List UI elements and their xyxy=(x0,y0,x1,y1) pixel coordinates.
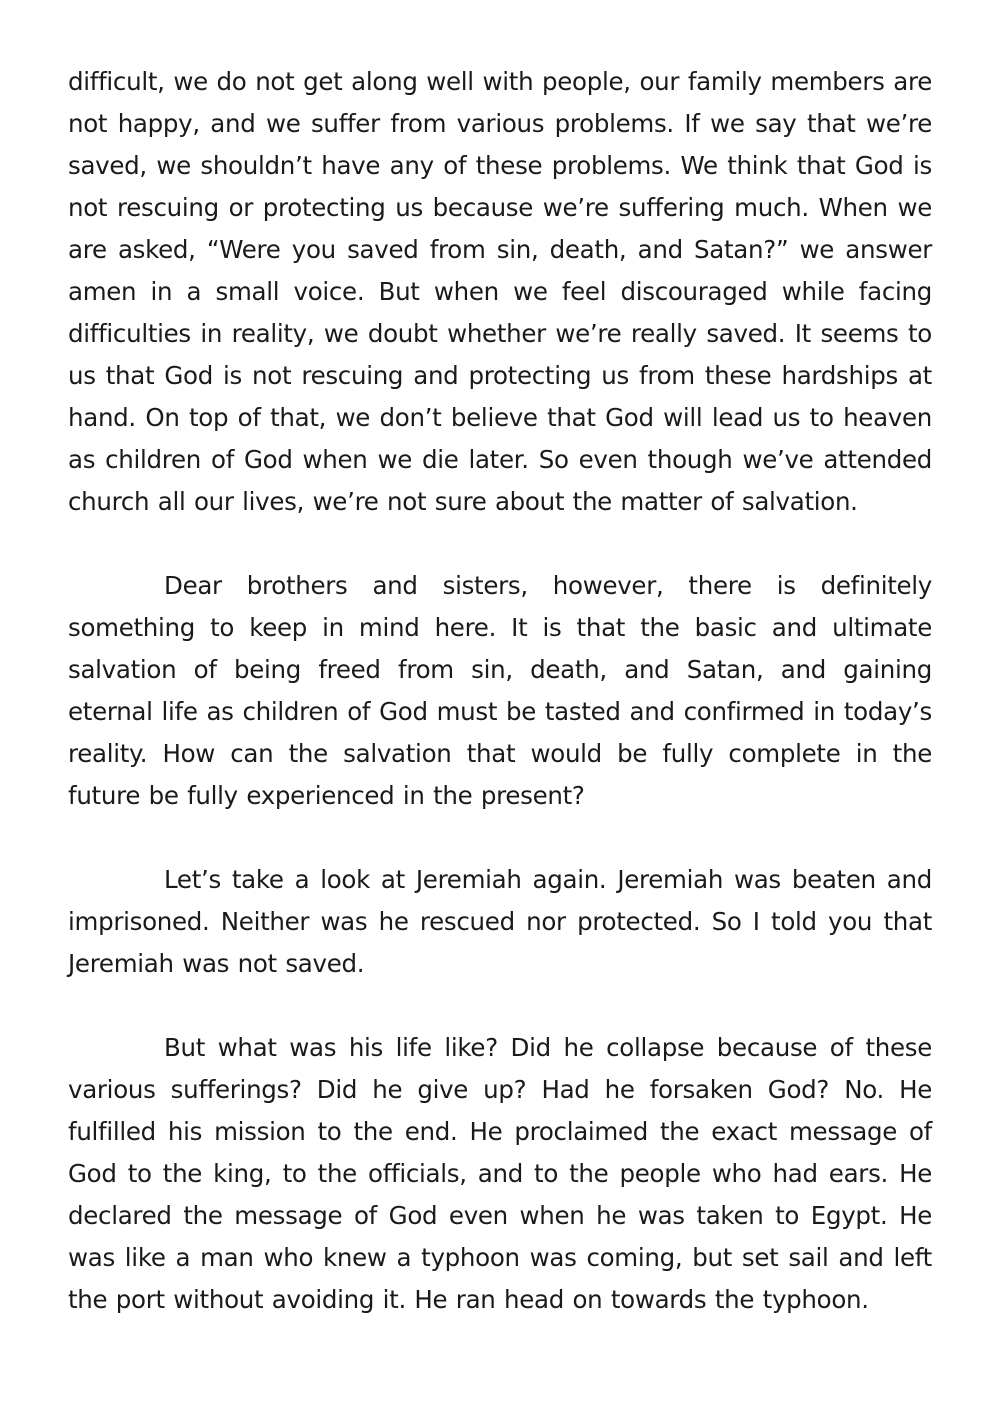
document-page xyxy=(68,61,932,1321)
paragraph-jeremiah-beaten: Let’s take a look at Jeremiah again. Jeremiah was beaten and imprisoned. Neither was he rescued nor protected. So I told you that Jeremiah was not saved. xyxy=(68,865,932,978)
paragraph-gap xyxy=(68,523,932,565)
paragraph-gap xyxy=(68,985,932,1027)
paragraph-continuation: difficult, we do not get along well with people, our family members are not happy, and we suffer from various problems. If we say that we’re saved, we shouldn’t have any of these problems. We think that God is not rescuing or protecting us because we’re suffering much. When we are asked, “Were you saved from sin, death, and Satan?” we answer amen in a small voice. But when we feel discouraged while facing difficulties in reality, we doubt whether we’re really saved. It seems to us that God is not rescuing and protecting us from these hardships at hand. On top of that, we don’t believe that God will lead us to heaven as children of God when we die later. So even though we’ve attended church all our lives, we’re not sure about the matter of salvation. xyxy=(68,67,932,516)
paragraph-jeremiah-life: But what was his life like? Did he collapse because of these various sufferings? Did he give up? Had he forsaken God? No. He fulfilled his mission to the end. He proclaimed the exact message of God to the king, to the officials, and to the people who had ears. He declared the message of God even when he was taken to Egypt. He was like a man who knew a typhoon was coming, but set sail and left the port without avoiding it. He ran head on towards the typhoon. xyxy=(68,1033,932,1314)
paragraph-salvation-reality: Dear brothers and sisters, however, there is definitely something to keep in mind here. It is that the basic and ultimate salvation of being freed from sin, death, and Satan, and gaining eternal life as children of God must be tasted and confirmed in today’s reality. How can the salvation that would be fully complete in the future be fully experienced in the present? xyxy=(68,571,932,810)
paragraph-gap xyxy=(68,817,932,859)
